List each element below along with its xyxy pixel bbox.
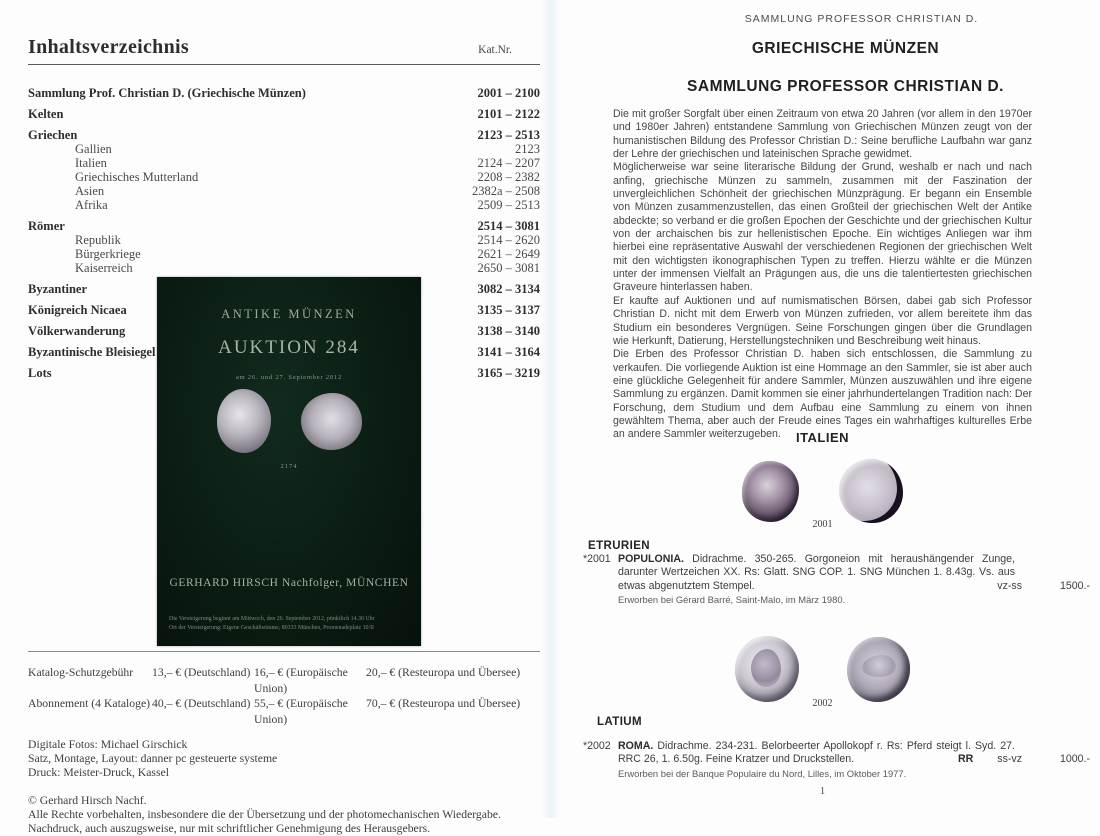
cover-footer-line1: Die Versteigerung beginnt am Mittwoch, den 26. September 2012, pünktlich 14.30 Uhr bbox=[169, 616, 375, 622]
page-title: GRIECHISCHE MÜNZEN bbox=[751, 40, 940, 57]
toc-row: Sammlung Prof. Christian D. (Griechische Münzen) 2001 – 2100 bbox=[28, 86, 540, 100]
coin-2002-reverse-image bbox=[847, 637, 910, 702]
toc-row: Lots 3165 – 3219 bbox=[28, 366, 540, 380]
cover-coin-number: 2174 bbox=[280, 463, 298, 470]
lot-price: 1500.- bbox=[1059, 579, 1090, 592]
fee-table bbox=[28, 665, 540, 727]
copyright-line: Nachdruck, auch auszugsweise, nur mit schriftlicher Genehmigung des Herausgebers. bbox=[28, 822, 431, 836]
lot-city-name: ROMA. bbox=[618, 740, 654, 752]
page-number: 1 bbox=[819, 786, 826, 797]
figure-number: 2001 bbox=[812, 519, 833, 530]
fee-eu: 55,– € (Europäische Union) bbox=[254, 697, 348, 726]
lot-description: ROMA. Didrachme. 234-231. Belorbeerter Apollokopf r. Rs: Pferd steigt l. Syd. 27. RRC 26, 1. 6.50g. Feine Kratzer und Druckstellen. bbox=[618, 740, 1015, 766]
fee-germany: 40,– € (Deutschland) bbox=[152, 697, 251, 710]
cover-series-title: ANTIKE MÜNZEN bbox=[221, 307, 357, 321]
intro-paragraph: Die Erben des Professor Christian D. haben sich entschlossen, die Sammlung zu verkaufen. Die vorliegende Auktion ist eine Hommage an den Sammler, sie ist aber auch eine glückliche Gelegenheit für andere Sammler, Münzen auszuwählen und ihre eigene Sammlung zu ergänzen. Damit kommen sie einer jahrhundertelangen Tradition nach: Der Forschung, dem Studium und dem Aufbau eine Sammlung zu einem von ihnen gewähltem Thema, aber auch der Freude eines Tages ein wahrhaftiges kulturelles Erbe an andere Sammler weiterzugeben. bbox=[613, 348, 1032, 441]
lot-description: POPULONIA. Didrachme. 350-265. Gorgoneion mit heraushängender Zunge, darunter Wertzeichen XX. Rs: Glatt. SNG COP. 1. SNG München 1. 8.43g. Vs. aus etwas abgenutztem Stempel. bbox=[618, 553, 1015, 592]
cover-coin-reverse-image bbox=[301, 393, 362, 450]
lot-provenance: Erworben bei der Banque Populaire du Nord, Lilles, im Oktober 1977. bbox=[618, 767, 907, 779]
imprint-block bbox=[28, 651, 540, 836]
toc-row: Völkerwanderung 3138 – 3140 bbox=[28, 324, 540, 338]
lot-grade: ss-vz bbox=[997, 753, 1022, 766]
intro-paragraph: Er kaufte auf Auktionen und auf numismatischen Börsen, dabei gab sich Professor Christian D. nicht mit dem Erwerb von Münzen zufrieden, vor allem bereitete ihm das Studium ein besonderes Vergnügen. Seine Forschungen gingen über die Grundlagen wie Herkunft, Datierung, Herstellungstechniken und Beschreibung weit hinaus. bbox=[613, 294, 1032, 347]
right-page bbox=[583, 0, 1090, 818]
toc-title: Inhaltsverzeichnis bbox=[28, 36, 189, 58]
toc-row: Königreich Nicaea 3135 – 3137 bbox=[28, 303, 540, 317]
cover-footer bbox=[169, 615, 409, 632]
intro-paragraph: Möglicherweise war seine literarische Bildung der Grund, weshalb er nach und nach anfing, griechische Münzen zu sammeln, zusammen mit der Faszination der unvergleichlichen Schönheit der griechischen Münzprägung. Er begann ein Ensemble von Münzen zusammenzustellen, das einen Großteil der griechischen Welt der Antike abdeckte; so verband er die großen Epochen der Geschichte und der griechischen Kultur von der archaischen bis zur hellenistischen Epoche. Ein wichtiges Anliegen war ihm hierbei eine repräsentative Auswahl der verschiedenen Regionen der griechischen Welt mit den wichtigsten ikonographischen Typen zu treffen. Hierzu wählte er die Münzen unter der immensen Vielfalt an Prägungen aus, die uns die talentiertesten griechischen Graveure hinterlassen haben. bbox=[613, 161, 1032, 294]
toc-row: Römer 2514 – 3081 bbox=[28, 219, 540, 233]
lot-grade: vz-ss bbox=[997, 579, 1022, 592]
toc-row: Afrika 2509 – 2513 bbox=[75, 198, 540, 212]
toc-row: Griechen 2123 – 2513 bbox=[28, 128, 540, 142]
cover-auction-title: AUKTION 284 bbox=[218, 337, 360, 358]
cover-footer-line2: Ort der Versteigerung: Eigene Geschäftsräume, 80333 München, Promenadeplatz 10/II bbox=[169, 624, 375, 631]
country-heading: ITALIEN bbox=[795, 430, 850, 445]
copyright-block bbox=[28, 794, 540, 836]
lot-provenance: Erworben bei Gérard Barré, Saint-Malo, im März 1980. bbox=[618, 593, 846, 605]
credits-block bbox=[28, 738, 540, 781]
lot-entry bbox=[583, 553, 1090, 606]
toc-row: Kaiserreich 2650 – 3081 bbox=[75, 261, 540, 275]
fee-overseas: 70,– € (Resteuropa und Übersee) bbox=[366, 697, 521, 710]
credit-print: Druck: Meister-Druck, Kassel bbox=[28, 766, 169, 780]
fee-eu: 16,– € (Europäische Union) bbox=[254, 666, 348, 695]
toc-row: Kelten 2101 – 2122 bbox=[28, 107, 540, 121]
lot-grade-price bbox=[997, 580, 1090, 593]
coin-2001-reverse-image bbox=[839, 459, 903, 523]
toc-row: Bürgerkriege 2621 – 2649 bbox=[75, 247, 540, 261]
kat-nr-label: Kat.Nr. bbox=[478, 44, 512, 56]
lot-2002-figure bbox=[613, 632, 1032, 709]
credit-photos: Digitale Fotos: Michael Girschick bbox=[28, 738, 188, 751]
catalog-cover-image bbox=[157, 277, 421, 646]
introduction-text bbox=[613, 108, 1032, 442]
lot-price: 1000.- bbox=[1059, 753, 1090, 766]
toc-row: Asien 2382a – 2508 bbox=[75, 184, 540, 198]
toc-row: Republik 2514 – 2620 bbox=[75, 233, 540, 247]
lot-entry bbox=[583, 740, 1090, 780]
title-rule bbox=[28, 64, 540, 65]
lot-rarity: RR bbox=[957, 753, 974, 766]
left-page bbox=[0, 0, 545, 836]
coin-2002-obverse-image bbox=[735, 636, 799, 702]
toc-row: Italien 2124 – 2207 bbox=[75, 156, 540, 170]
toc-row: Byzantinische Bleisiegel 3141 – 3164 bbox=[28, 345, 540, 359]
fee-overseas: 20,– € (Resteuropa und Übersee) bbox=[366, 666, 521, 679]
cover-coin-images bbox=[157, 389, 421, 453]
running-head: SAMMLUNG PROFESSOR CHRISTIAN D. bbox=[744, 13, 979, 25]
copyright-line: © Gerhard Hirsch Nachf. bbox=[28, 793, 147, 807]
toc-row: Gallien 2123 bbox=[75, 142, 540, 156]
lot-number: *2001 bbox=[583, 553, 611, 565]
copyright-line: Alle Rechte vorbehalten, insbesondere die der Übersetzung und der photomechanischen Wiedergabe. bbox=[28, 807, 501, 821]
coin-2001-obverse-image bbox=[742, 461, 799, 522]
cover-coin-obverse-image bbox=[217, 389, 271, 453]
fee-label: Katalog-Schutzgebühr bbox=[28, 666, 134, 679]
fee-label: Abonnement (4 Kataloge) bbox=[28, 697, 151, 710]
region-heading: LATIUM bbox=[597, 716, 642, 728]
intro-paragraph: Die mit großer Sorgfalt über einen Zeitraum von etwa 20 Jahren (vor allem in den 1970er und 1980er Jahren) entstandene Sammlung von Griechischen Münzen zeugt von der humanistischen Bildung des Professor Christian D.: Seine berufliche Laufbahn war ganz der Lehre der griechischen und lateinischen Sprache gewidmet. bbox=[613, 108, 1032, 161]
fee-germany: 13,– € (Deutschland) bbox=[152, 666, 251, 679]
page-subtitle: SAMMLUNG PROFESSOR CHRISTIAN D. bbox=[687, 78, 1004, 95]
credit-layout: Satz, Montage, Layout: danner pc gesteuerte systeme bbox=[28, 752, 278, 766]
cover-publisher: GERHARD HIRSCH Nachfolger, MÜNCHEN bbox=[169, 577, 409, 589]
lot-grade-price bbox=[958, 753, 1090, 766]
lot-city-name: POPULONIA. bbox=[618, 553, 684, 565]
imprint-rule bbox=[28, 651, 540, 652]
lot-2001-figure bbox=[613, 455, 1032, 530]
toc-row: Byzantiner 3082 – 3134 bbox=[28, 282, 540, 296]
region-heading: ETRURIEN bbox=[588, 540, 650, 552]
figure-number: 2002 bbox=[812, 698, 833, 709]
toc-row: Griechisches Mutterland 2208 – 2382 bbox=[75, 170, 540, 184]
lot-number: *2002 bbox=[583, 740, 611, 752]
cover-date-line: am 26. und 27. September 2012 bbox=[235, 374, 343, 381]
